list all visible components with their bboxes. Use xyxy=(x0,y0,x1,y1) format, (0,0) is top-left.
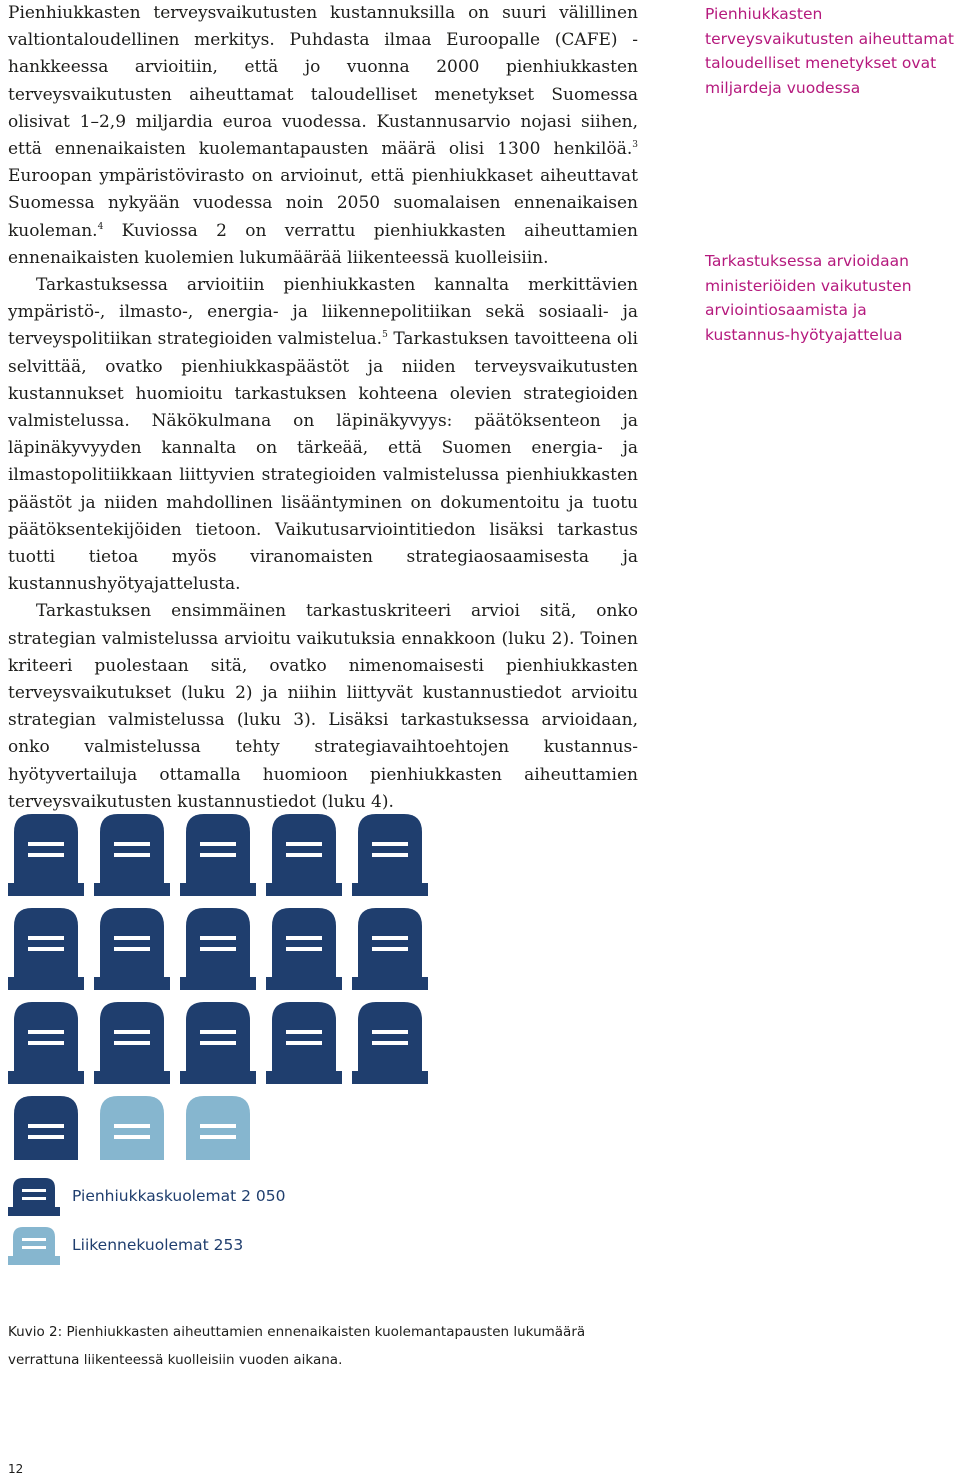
tombstone-dark-icon xyxy=(266,814,342,896)
tombstone-dark-icon xyxy=(180,814,256,896)
tombstone-dark-icon xyxy=(8,1176,60,1216)
tombstone-dark-icon xyxy=(266,908,342,990)
paragraph-1-text-a: Pienhiukkasten terveysvaikutusten kustannuksilla on suuri välillinen valtiontaloudellinen merkitys. Puhdasta ilmaa Euroopalle (CAFE) -hankkeessa arvioitiin, että jo vuonna 2000 pienhiukkasten terveysvaikutusten aiheuttamat taloudelliset menetykset Suomessa olisivat 1–2,9 miljardia euroa vuodessa. Kustannusarvio nojasi siihen, että ennenaikaisten kuolemantapausten määrä olisi 1300 henkilöä. xyxy=(8,3,638,160)
pull-quote-2: Tarkastuksessa arvioidaan ministeriöiden vaikutusten arviointiosaamista ja kustannus-hyötyajattelua xyxy=(705,252,912,344)
footnote-ref-3: 3 xyxy=(632,140,638,151)
tombstone-dark-icon xyxy=(8,908,84,990)
tombstone-dark-icon xyxy=(180,1002,256,1084)
body-text xyxy=(8,0,638,816)
tombstone-light-icon xyxy=(180,1096,256,1160)
paragraph-1 xyxy=(8,0,638,272)
legend-label-fine-particles: Pienhiukkaskuolemat 2 050 xyxy=(72,1187,286,1205)
paragraph-2 xyxy=(8,272,638,598)
footnote-ref-4: 4 xyxy=(97,221,104,232)
paragraph-3: Tarkastuksen ensimmäinen tarkastuskriteeri arvioi sitä, onko strategian valmistelussa arvioitu vaikutuksia ennakkoon (luku 2). Toinen kriteeri puolestaan sitä, ovatko nimenomaisesti pienhiukkasten terveysvaikutukset (luku 2) ja niihin liittyvät kustannustiedot arvioitu strategian valmistelussa (luku 3). Lisäksi tarkastuksessa arvioidaan, onko valmistelussa tehty strategiavaihtoehtojen kustannus-hyötyvertailuja ottamalla huomioon pienhiukkasten aiheuttamien terveysvaikutusten kustannustiedot (luku 4). xyxy=(8,601,638,812)
tombstone-dark-icon xyxy=(352,908,428,990)
figure-caption-line-1: Kuvio 2: Pienhiukkasten aiheuttamien ennenaikaisten kuolemantapausten lukumäärä xyxy=(8,1324,586,1340)
tombstone-dark-icon xyxy=(8,814,84,896)
paragraph-2-text-b: Tarkastuksen tavoitteena oli selvittää, ovatko pienhiukkaspäästöt ja niiden terveysvaikutusten kustannukset huomioitu tarkastuksen kohteena olevien strategioiden valmistelussa. Näkökulmana on läpinäkyvyys: päätöksenteon ja läpinäkyvyyden kannalta on tärkeää, että Suomen energia- ja ilmastopolitiikkaan liittyvien strategioiden valmistelussa pienhiukkasten päästöt ja niiden mahdollinen lisääntyminen on dokumentoitu ja tuotu päätöksentekijöiden tietoon. Vaikutusarviointitiedon lisäksi tarkastus tuotti tietoa myös viranomaisten strategiaosaamisesta ja kustannushyötyajattelusta. xyxy=(8,329,638,595)
tombstone-dark-icon xyxy=(352,814,428,896)
tombstone-dark-icon xyxy=(94,908,170,990)
legend-label-traffic: Liikennekuolemat 253 xyxy=(72,1236,244,1254)
tombstone-dark-icon xyxy=(8,1096,84,1160)
footnote-ref-5: 5 xyxy=(382,330,388,341)
tombstone-dark-icon xyxy=(94,1002,170,1084)
tombstone-dark-icon xyxy=(180,908,256,990)
tombstone-pictogram xyxy=(0,800,520,1160)
pull-quote-1: Pienhiukkasten terveysvaikutusten aiheuttamat taloudelliset menetykset ovat miljardeja vuodessa xyxy=(705,5,954,97)
page-number: 12 xyxy=(8,1462,24,1476)
tombstone-dark-icon xyxy=(266,1002,342,1084)
tombstone-light-icon xyxy=(8,1225,60,1265)
figure-caption-line-2: verrattuna liikenteessä kuolleisiin vuoden aikana. xyxy=(8,1352,343,1368)
tombstone-dark-icon xyxy=(8,1002,84,1084)
tombstone-dark-icon xyxy=(94,814,170,896)
paragraph-1-text-c: Kuviossa 2 on verrattu pienhiukkasten aiheuttamien ennenaikaisten kuolemien lukumäärää liikenteessä kuolleisiin. xyxy=(8,220,638,268)
figure-caption xyxy=(8,1318,648,1374)
paragraph-2-text-a: Tarkastuksessa arvioitiin pienhiukkasten kannalta merkittävien ympäristö-, ilmasto-, energia- ja liikennepolitiikan sekä sosiaali- ja terveyspolitiikan strategioiden valmistelua. xyxy=(8,275,638,350)
legend-item-traffic xyxy=(8,1225,244,1265)
legend-item-fine-particles xyxy=(8,1176,286,1216)
tombstone-dark-icon xyxy=(352,1002,428,1084)
paragraph-1-text-b: Euroopan ympäristövirasto on arvioinut, että pienhiukkaset aiheuttavat Suomessa nykyään vuodessa noin 2050 suomalaisen ennenaikaisen kuoleman. xyxy=(8,166,638,241)
tombstone-light-icon xyxy=(94,1096,170,1160)
